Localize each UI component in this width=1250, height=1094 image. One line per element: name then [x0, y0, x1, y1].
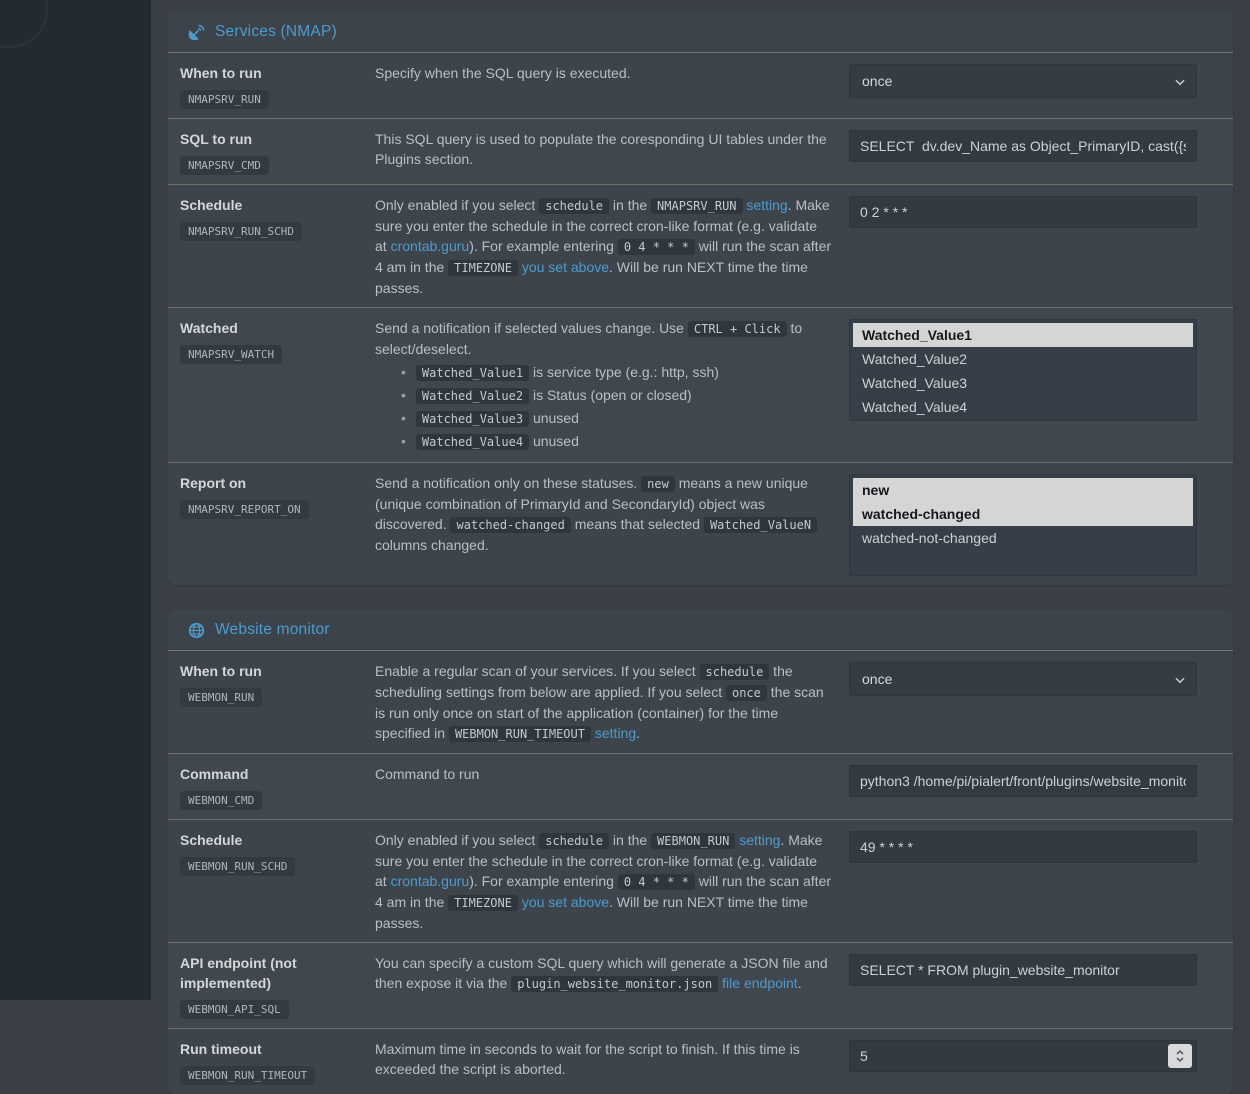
desc-text: Only enabled if you select: [375, 197, 540, 213]
setting-description: [375, 764, 849, 810]
inline-code: schedule: [539, 833, 609, 849]
setting-description: [375, 830, 849, 933]
inline-code: Watched_Value4: [416, 434, 529, 450]
setting-description: [375, 318, 849, 453]
setting-code-badge: NMAPSRV_WATCH: [180, 345, 282, 364]
setting-name: SQL to run: [180, 131, 253, 147]
setting-row-webmon-run: [168, 651, 1233, 753]
bullet-item: [375, 384, 831, 407]
setting-row-nmapsrv-run-schd: [168, 184, 1233, 307]
inline-code: schedule: [700, 664, 770, 680]
panel-header: [168, 610, 1233, 651]
desc-text: You can specify a custom SQL query which will generate a JSON file and then expose it via the: [375, 955, 828, 991]
setting-code-badge: WEBMON_RUN_SCHD: [180, 857, 295, 876]
inline-code: CTRL + Click: [688, 321, 787, 337]
setting-code-badge: WEBMON_RUN_TIMEOUT: [180, 1066, 315, 1085]
watched-values-bullet-list: [375, 361, 831, 453]
setting-description: [375, 195, 849, 298]
setting-row-webmon-run-timeout: [168, 1028, 1233, 1094]
setting-name: Schedule: [180, 832, 243, 848]
desc-text: Enable a regular scan of your services. If you select: [375, 663, 700, 679]
bullet-dot: •: [401, 410, 406, 426]
desc-text: means a new unique (unique combination of PrimaryId and SecondaryId) object was discovered.: [375, 475, 808, 532]
inline-code: 0 4 * * *: [618, 874, 695, 890]
inline-code: TIMEZONE: [448, 895, 518, 911]
listbox-option[interactable]: new: [853, 478, 1193, 502]
inline-link[interactable]: you set above: [521, 259, 610, 275]
listbox-option[interactable]: Watched_Value4: [862, 399, 968, 415]
watched-values-listbox[interactable]: [849, 319, 1197, 421]
setting-row-nmapsrv-cmd: [168, 118, 1233, 184]
inline-link[interactable]: file endpoint: [722, 975, 798, 991]
setting-row-nmapsrv-watch: [168, 307, 1233, 462]
inline-link[interactable]: crontab.guru: [390, 238, 470, 254]
desc-text: the scan is run only once on start of the application (container) for the time specified in: [375, 684, 824, 741]
bullet-item: [375, 430, 831, 453]
setting-code-badge: NMAPSRV_RUN_SCHD: [180, 222, 302, 241]
desc-text: means that selected: [570, 516, 704, 532]
desc-text: This SQL query is used to populate the coresponding UI tables under the Plugins section.: [375, 131, 827, 167]
inline-code: TIMEZONE: [448, 260, 518, 276]
inline-code: Watched_ValueN: [704, 517, 817, 533]
desc-text: Send a notification only on these statuses.: [375, 475, 642, 491]
setting-name: API endpoint (not implemented): [180, 955, 297, 991]
inline-link[interactable]: you set above: [521, 894, 610, 910]
left-sidebar: [0, 0, 151, 1000]
desc-text: . Make sure you enter the schedule in the correct cron-like format (e.g. validate at: [375, 197, 830, 254]
bullet-text: unused: [529, 410, 579, 426]
setting-name: Watched: [180, 320, 238, 336]
setting-code-badge: NMAPSRV_CMD: [180, 156, 269, 175]
inline-code: once: [726, 685, 767, 701]
panel-header: [168, 12, 1233, 53]
desc-text: . Make sure you enter the schedule in the correct cron-like format (e.g. validate at: [375, 832, 823, 889]
setting-name: Command: [180, 766, 249, 782]
inline-link[interactable]: crontab.guru: [390, 873, 470, 889]
bullet-dot: •: [401, 364, 406, 380]
setting-description: [375, 129, 849, 175]
setting-description: [375, 1039, 849, 1085]
number-spinner[interactable]: [1168, 1044, 1192, 1068]
desc-text: .: [797, 975, 802, 991]
panel-title: Services (NMAP): [215, 23, 337, 40]
schedule-input[interactable]: [849, 196, 1197, 228]
setting-code-badge: WEBMON_CMD: [180, 791, 262, 810]
desc-text: Only enabled if you select: [375, 832, 540, 848]
setting-name: When to run: [180, 663, 262, 679]
setting-row-webmon-api-sql: [168, 942, 1233, 1028]
desc-text: will run the scan after 4 am in the: [375, 238, 832, 275]
bullet-text: unused: [529, 433, 579, 449]
panel-services-nmap: [168, 12, 1233, 585]
chevron-down-icon: [1173, 75, 1187, 89]
decorative-arc: [0, 0, 48, 48]
setting-name: Report on: [180, 475, 247, 491]
setting-name: Run timeout: [180, 1041, 262, 1057]
inline-code: schedule: [539, 198, 609, 214]
command-input[interactable]: [849, 765, 1197, 797]
desc-text: columns changed.: [375, 537, 489, 553]
listbox-option[interactable]: Watched_Value3: [862, 375, 968, 391]
inline-link[interactable]: setting: [739, 832, 781, 848]
inline-code: WEBMON_RUN_TIMEOUT: [449, 726, 591, 742]
inline-code: plugin_website_monitor.json: [511, 976, 718, 992]
desc-text: Maximum time in seconds to wait for the script to finish. If this time is exceeded the script is aborted.: [375, 1041, 800, 1077]
spinner-arrows-icon: [1174, 1048, 1186, 1064]
listbox-option[interactable]: watched-not-changed: [862, 530, 997, 546]
bullet-item: [375, 361, 831, 384]
desc-text: ). For example entering: [469, 238, 618, 254]
inline-code: watched-changed: [450, 517, 570, 533]
setting-description: [375, 953, 849, 1019]
select-value: once: [862, 73, 893, 89]
desc-text: will run the scan after 4 am in the: [375, 873, 832, 910]
inline-code: Watched_Value2: [416, 388, 529, 404]
inline-code: WEBMON_RUN: [651, 833, 735, 849]
setting-code-badge: NMAPSRV_REPORT_ON: [180, 500, 309, 519]
inline-code: new: [641, 476, 675, 492]
desc-text: the scheduling settings from below are applied. If you select: [375, 663, 793, 700]
setting-code-badge: WEBMON_RUN: [180, 688, 262, 707]
bullet-dot: •: [401, 387, 406, 403]
listbox-option[interactable]: Watched_Value2: [862, 351, 968, 367]
setting-code-badge: WEBMON_API_SQL: [180, 1000, 289, 1019]
when-to-run-select[interactable]: [849, 662, 1197, 696]
setting-name: When to run: [180, 65, 262, 81]
inline-link[interactable]: setting: [746, 197, 788, 213]
when-to-run-select[interactable]: [849, 64, 1197, 98]
desc-text: in the: [609, 197, 652, 213]
setting-row-nmapsrv-run: [168, 53, 1233, 118]
bullet-dot: •: [401, 433, 406, 449]
bullet-text: is service type (e.g.: http, ssh): [529, 364, 719, 380]
globe-icon: [188, 622, 205, 639]
setting-row-nmapsrv-report-on: [168, 462, 1233, 585]
desc-text: ). For example entering: [469, 873, 618, 889]
bullet-item: [375, 407, 831, 430]
desc-text: . Will be run NEXT time the time passes.: [375, 259, 808, 296]
report-on-listbox[interactable]: [849, 474, 1197, 576]
setting-row-webmon-cmd: [168, 753, 1233, 819]
select-value: once: [862, 671, 893, 687]
setting-description: [375, 473, 849, 576]
schedule-input[interactable]: [849, 831, 1197, 863]
chevron-down-icon: [1173, 673, 1187, 687]
api-endpoint-sql-input[interactable]: [849, 954, 1197, 986]
inline-code: Watched_Value1: [416, 365, 529, 381]
desc-text: Command to run: [375, 766, 480, 782]
inline-link[interactable]: setting: [594, 725, 637, 741]
satellite-dish-icon: [188, 24, 205, 41]
inline-code: 0 4 * * *: [618, 239, 695, 255]
settings-content: [151, 0, 1250, 1094]
desc-text: Specify when the SQL query is executed.: [375, 65, 631, 81]
setting-row-webmon-run-schd: [168, 819, 1233, 942]
setting-name: Schedule: [180, 197, 243, 213]
inline-code: Watched_Value3: [416, 411, 529, 427]
run-timeout-input[interactable]: [849, 1040, 1197, 1072]
desc-text: Send a notification if selected values change. Use: [375, 320, 688, 336]
bullet-text: is Status (open or closed): [529, 387, 692, 403]
setting-code-badge: NMAPSRV_RUN: [180, 90, 269, 109]
desc-text: . Will be run NEXT time the time passes.: [375, 894, 808, 931]
panel-website-monitor: [168, 610, 1233, 1094]
setting-description: [375, 661, 849, 744]
desc-text: .: [636, 725, 641, 741]
inline-code: NMAPSRV_RUN: [651, 198, 742, 214]
listbox-option[interactable]: Watched_Value1: [853, 323, 1193, 347]
panel-title: Website monitor: [215, 621, 330, 638]
desc-text: in the: [609, 832, 652, 848]
setting-description: [375, 63, 849, 109]
listbox-option[interactable]: watched-changed: [853, 502, 1193, 526]
desc-text: to select/deselect.: [375, 320, 803, 357]
sql-to-run-input[interactable]: [849, 130, 1197, 162]
